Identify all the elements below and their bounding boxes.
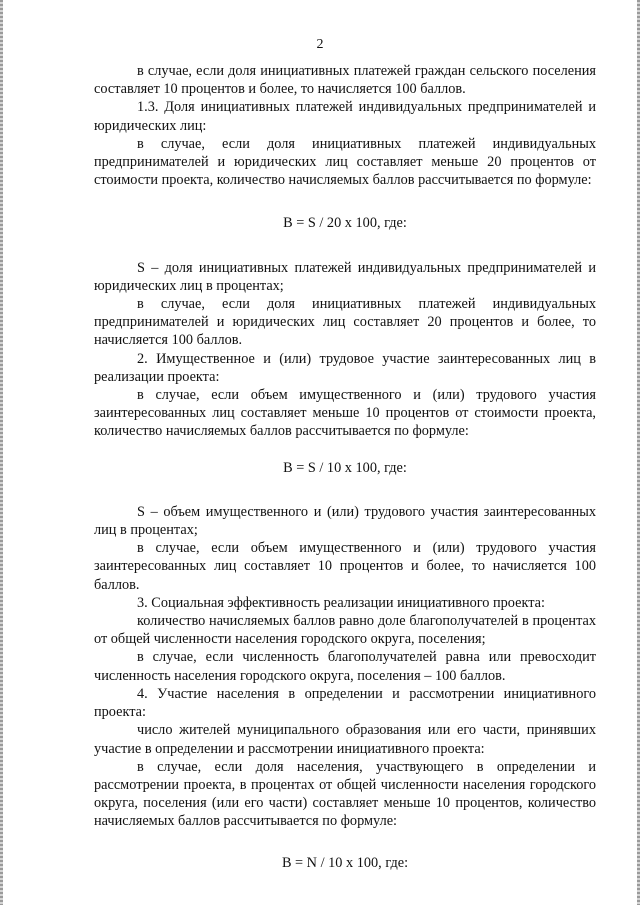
paragraph: в случае, если доля населения, участвующего в определении и рассмотрении проекта, в процентах от общей численности населения городского округа, поселения (или его части) составляет меньше 10 процентов, количество начисляемых баллов рассчитывается по формуле: (94, 758, 596, 830)
paragraph: S – доля инициативных платежей индивидуальных предпринимателей и юридических лиц в процентах; (94, 259, 596, 294)
paragraph: число жителей муниципального образования или его части, принявших участие в определении и рассмотрении инициативного проекта: (94, 722, 596, 757)
page-number: 2 (316, 37, 324, 52)
paragraph: в случае, если численность благополучателей равна или превосходит численность населения городского округа, поселения – 100 баллов. (94, 649, 596, 684)
paragraph: 3. Социальная эффективность реализации инициативного проекта: (137, 594, 545, 611)
formula: B = S / 10 x 100, где: (283, 459, 407, 476)
paragraph: в случае, если доля инициативных платежей граждан сельского поселения составляет 10 процентов и более, то начисляется 100 баллов. (94, 63, 596, 98)
paragraph: количество начисляемых баллов равно доле благополучателей в процентах от общей численности населения городского округа, поселения; (94, 613, 596, 648)
paragraph: в случае, если доля инициативных платежей индивидуальных предпринимателей и юридических лиц составляет 20 процентов и более, то начисляется 100 баллов. (94, 296, 596, 349)
formula: B = N / 10 x 100, где: (281, 854, 409, 871)
formula: B = S / 20 x 100, где: (283, 215, 407, 232)
paragraph: в случае, если объем имущественного и (или) трудового участия заинтересованных лиц составляет меньше 10 процентов от стоимости проекта, количество начисляемых баллов рассчитывается по формуле: (94, 387, 596, 440)
paragraph: 4. Участие населения в определении и рассмотрении инициативного проекта: (94, 685, 596, 721)
scan-edge-left (0, 0, 3, 905)
paragraph: 1.3. Доля инициативных платежей индивидуальных предпринимателей и юридических лиц: (94, 99, 596, 134)
document-body (94, 62, 596, 872)
paragraph: S – объем имущественного и (или) трудового участия заинтересованных лиц в процентах; (94, 503, 596, 539)
paragraph: 2. Имущественное и (или) трудовое участие заинтересованных лиц в реализации проекта: (94, 350, 596, 385)
paragraph: в случае, если объем имущественного и (или) трудового участия заинтересованных лиц составляет 10 процентов и более, то начисляется 100 баллов. (94, 540, 596, 593)
paragraph: в случае, если доля инициативных платежей индивидуальных предпринимателей и юридических лиц составляет меньше 20 процентов от стоимости проекта, количество начисляемых баллов рассчитывается по формуле: (94, 135, 596, 189)
